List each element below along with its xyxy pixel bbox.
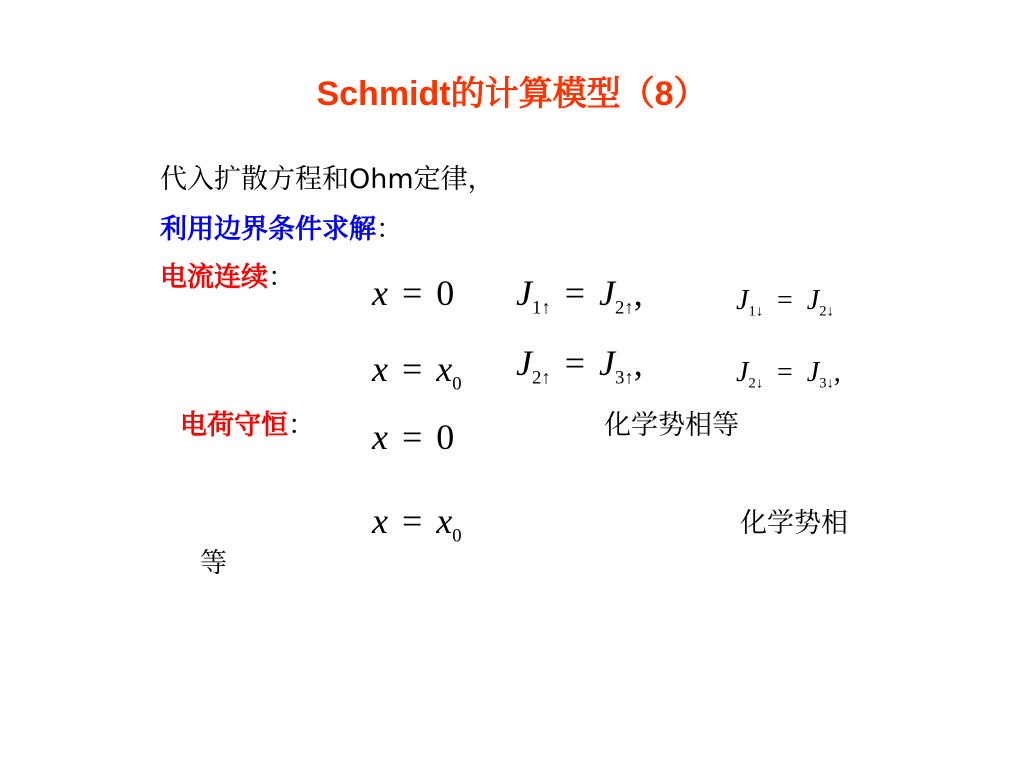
math-subscript: 2↑ [614,297,634,319]
spin-up-current-equation-2 [516,342,643,389]
current-continuity-heading [160,260,295,296]
math-comma: , [633,343,643,383]
math-symbol: J [736,357,749,388]
math-subscript: 1↓ [748,303,763,320]
math-subscript: 2↓ [748,375,763,392]
math-equals: = [401,349,423,389]
math-variable: x [436,501,453,541]
boundary-conditions-line [160,212,403,248]
math-equals: = [401,273,423,313]
charge-conservation-heading [180,408,315,444]
condition-x-equals-x0-charge [372,500,462,547]
math-equals: = [564,273,585,313]
math-symbol: J [516,273,532,313]
math-subscript: 3↑ [614,367,634,389]
math-subscript: 0 [452,373,462,395]
current-continuity-label: 电流连续 [160,262,268,293]
math-equals: = [401,501,423,541]
math-comma: , [833,357,841,388]
math-variable: x [372,417,388,457]
math-variable: x [372,273,388,313]
math-subscript: 3↓ [819,375,834,392]
math-variable: x [372,349,388,389]
intro-line: 代入扩散方程和Ohm定律， [160,164,495,195]
math-equals: = [564,343,585,383]
chemical-potential-note-1: 化学势相等 [604,410,739,441]
math-variable: x [372,501,388,541]
charge-conservation-colon: ： [288,410,315,441]
math-value: 0 [436,417,455,457]
chemical-potential-note-2: 化学势相 [740,508,848,539]
current-continuity-colon: ： [268,262,295,293]
math-subscript: 0 [452,525,462,547]
math-comma: , [633,273,643,313]
condition-x-equals-0 [372,272,454,314]
math-symbol: J [599,273,615,313]
spin-down-current-equation-2 [736,352,841,394]
condition-x-equals-x0 [372,348,462,395]
math-equals: = [776,285,793,316]
math-symbol: J [736,285,749,316]
math-variable: x [436,349,453,389]
math-symbol: J [599,343,615,383]
spin-down-current-equation-1 [736,280,834,322]
chemical-potential-note-2-wrap: 等 [200,548,227,579]
boundary-conditions-label: 利用边界条件求解 [160,214,376,245]
condition-x-equals-0-charge [372,416,454,458]
math-equals: = [776,357,793,388]
math-value: 0 [436,273,455,313]
spin-up-current-equation-1 [516,272,643,319]
math-symbol: J [516,343,532,383]
math-symbol: J [806,285,820,316]
math-symbol: J [806,357,820,388]
boundary-conditions-colon: ： [376,214,403,245]
math-equals: = [401,417,423,457]
math-subscript: 2↓ [819,303,834,320]
math-subscript: 1↑ [531,297,551,319]
charge-conservation-label: 电荷守恒 [180,410,288,441]
page-title: Schmidt的计算模型（8） [316,75,708,113]
math-subscript: 2↑ [531,367,551,389]
